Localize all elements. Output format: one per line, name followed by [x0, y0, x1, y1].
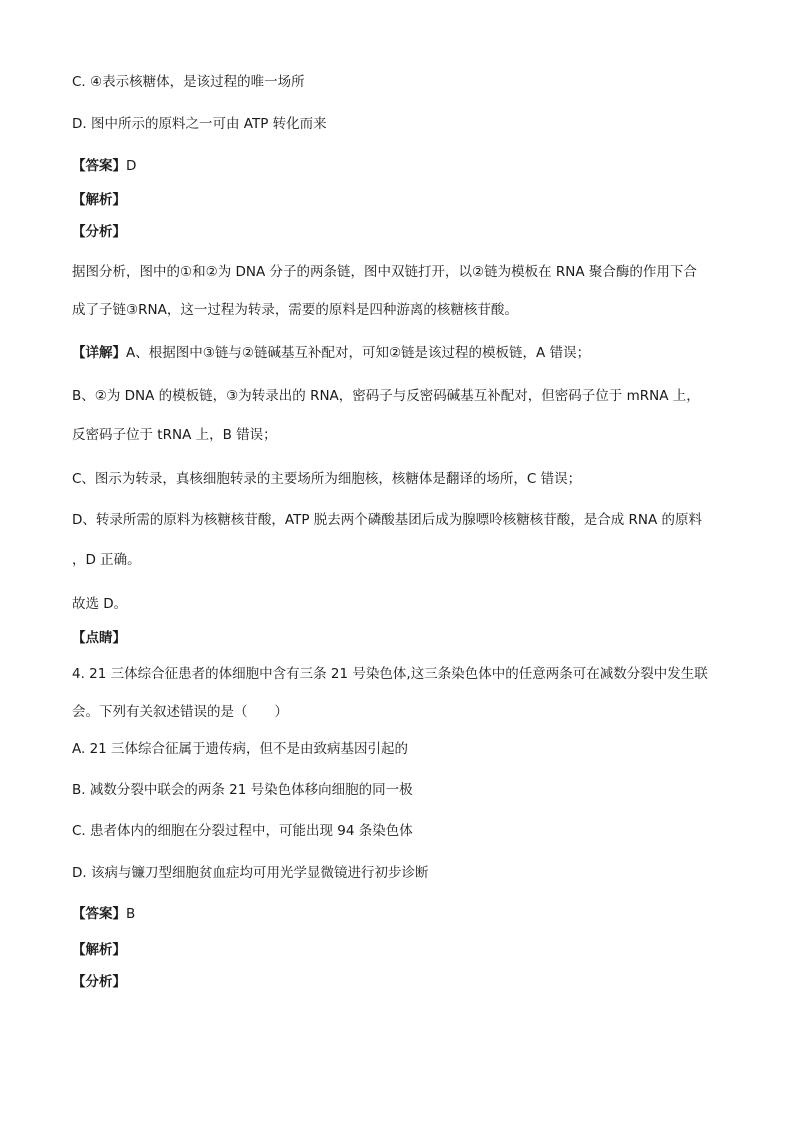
q4-analysis-tag: 【解析】: [72, 942, 126, 958]
q3-fenxi-tag: 【分析】: [72, 224, 126, 240]
detail-a-text: A、根据图中③链与②链碱基互补配对，可知②链是该过程的模板链，A 错误；: [126, 345, 591, 361]
q4-fenxi-tag: 【分析】: [72, 974, 126, 990]
answer-tag: 【答案】: [72, 906, 126, 922]
answer-tag: 【答案】: [72, 158, 126, 174]
q3-fenxi-line-1: 据图分析，图中的①和②为 DNA 分子的两条链，图中双链打开，以②链为模板在 RNA 聚合酶的作用下合: [72, 264, 697, 280]
q4-option-a: A. 21 三体综合征属于遗传病，但不是由致病基因引起的: [72, 741, 409, 757]
q3-option-d: D. 图中所示的原料之一可由 ATP 转化而来: [72, 116, 327, 132]
q3-detail-d-line-2: ，D 正确。: [72, 552, 141, 568]
answer-value: D: [126, 158, 137, 174]
q3-conclusion: 故选 D。: [72, 596, 128, 612]
q4-option-c: C. 患者体内的细胞在分裂过程中，可能出现 94 条染色体: [72, 823, 413, 839]
q4-answer: [72, 904, 135, 924]
q3-analysis-tag: 【解析】: [72, 192, 126, 208]
q3-fenxi-line-2: 成了子链③RNA，这一过程为转录，需要的原料是四种游离的核糖核苷酸。: [72, 302, 518, 318]
q4-stem-line-1: 4. 21 三体综合征患者的体细胞中含有三条 21 号染色体,这三条染色体中的任意两条可在减数分裂中发生联: [72, 666, 708, 682]
q4-option-d: D. 该病与镰刀型细胞贫血症均可用光学显微镜进行初步诊断: [72, 865, 429, 881]
q3-detail-a: [72, 343, 590, 363]
q3-detail-b-line-1: B、②为 DNA 的模板链，③为转录出的 RNA，密码子与反密码碱基互补配对，但密码子位于 mRNA 上，: [72, 388, 700, 404]
q3-dianjing-tag: 【点睛】: [72, 630, 126, 646]
detail-tag: 【详解】: [72, 345, 126, 361]
q4-stem-line-2: 会。下列有关叙述错误的是（ ）: [72, 704, 288, 720]
q4-option-b: B. 减数分裂中联会的两条 21 号染色体移向细胞的同一极: [72, 782, 413, 798]
answer-value: B: [126, 906, 136, 922]
q3-detail-d-line-1: D、转录所需的原料为核糖核苷酸，ATP 脱去两个磷酸基团后成为腺嘌呤核糖核苷酸，是合成 RNA 的原料: [72, 512, 703, 528]
q3-detail-c: C、图示为转录，真核细胞转录的主要场所为细胞核，核糖体是翻译的场所，C 错误；: [72, 471, 582, 487]
q3-detail-b-line-2: 反密码子位于 tRNA 上，B 错误；: [72, 427, 277, 443]
q3-option-c: C. ④表示核糖体，是该过程的唯一场所: [72, 74, 305, 90]
q3-answer: [72, 156, 136, 176]
